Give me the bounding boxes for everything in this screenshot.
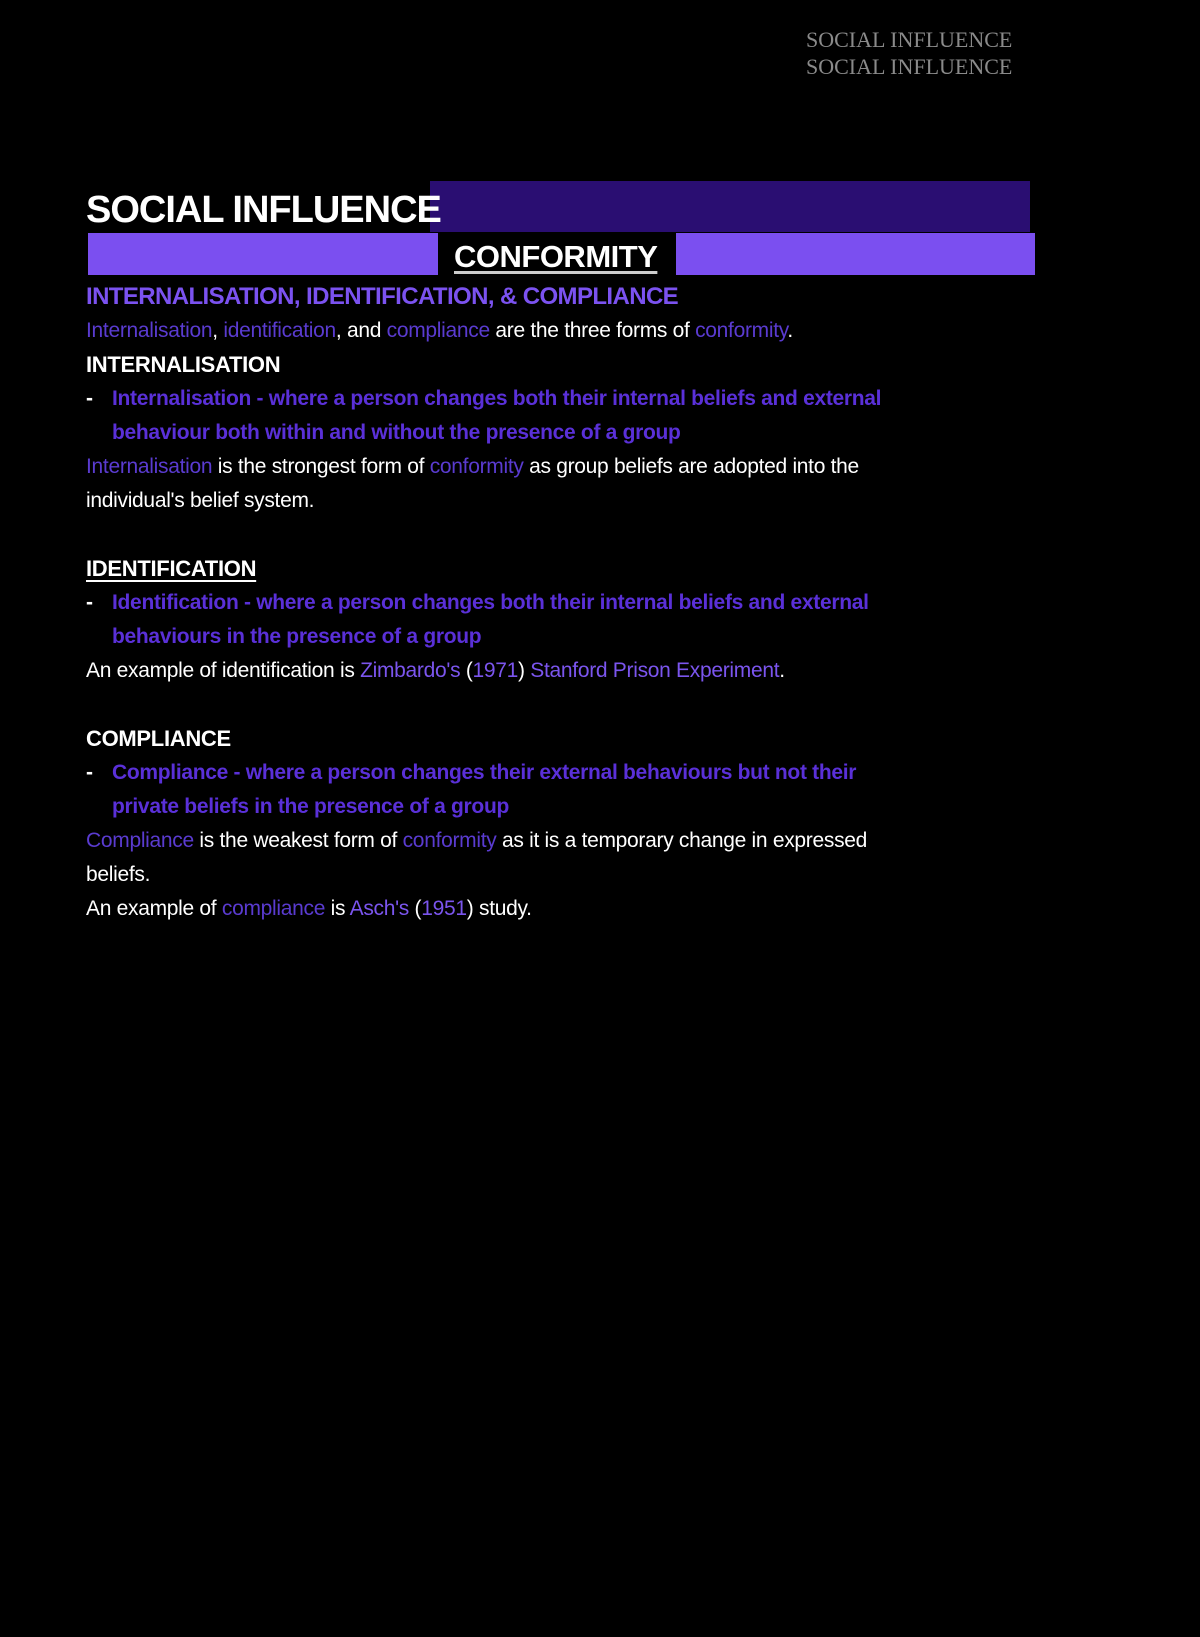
text: is the strongest form of: [212, 455, 430, 478]
running-header: SOCIAL INFLUENCE: [806, 27, 1013, 52]
text: ) study.: [466, 897, 532, 920]
bullet-dash: -: [86, 387, 93, 410]
compliance-paragraph-cont: beliefs.: [86, 863, 151, 886]
text: .: [787, 319, 793, 342]
keyword: Zimbardo's: [360, 659, 461, 682]
text: as group beliefs are adopted into the: [523, 455, 859, 478]
keyword: conformity: [429, 455, 524, 478]
text: (: [460, 659, 473, 682]
keyword: Internalisation: [86, 455, 213, 478]
keyword: conformity: [402, 829, 497, 852]
compliance-example: [86, 892, 1086, 926]
keyword: 1971: [472, 659, 519, 682]
text: ,: [212, 319, 224, 342]
internalisation-heading: INTERNALISATION: [86, 352, 281, 377]
intro-paragraph: [86, 314, 1086, 348]
keyword: compliance: [221, 897, 326, 920]
text: An example of identification is: [86, 659, 361, 682]
text: .: [779, 659, 785, 682]
text: Internalisation - where a person changes both their internal beliefs and external: [112, 387, 882, 410]
text: ): [518, 659, 531, 682]
keyword: conformity: [695, 319, 788, 342]
identification-definition-cont: behaviours in the presence of a group: [112, 625, 482, 648]
identification-definition: [86, 586, 1086, 620]
text: Identification - where a person changes both their internal beliefs and external: [112, 591, 869, 614]
subtitle-bar-right: [676, 233, 1035, 275]
identification-heading: IDENTIFICATION: [86, 556, 257, 581]
compliance-paragraph: [86, 824, 1086, 858]
text: (: [409, 897, 422, 920]
section-heading: INTERNALISATION, IDENTIFICATION, & COMPLIANCE: [86, 283, 679, 310]
compliance-definition-cont: private beliefs in the presence of a group: [112, 795, 510, 818]
title-bar-dark: [430, 181, 1030, 232]
internalisation-definition-cont: behaviour both within and without the presence of a group: [112, 421, 681, 444]
keyword: Stanford Prison Experiment: [530, 659, 780, 682]
text: is: [325, 897, 350, 920]
document-body: [86, 280, 1086, 926]
text: Compliance - where a person changes their external behaviours but not their: [112, 761, 857, 784]
identification-example: [86, 654, 1086, 688]
running-header: SOCIAL INFLUENCE: [806, 54, 1013, 79]
page-subtitle: CONFORMITY: [454, 239, 658, 274]
bullet-dash: -: [86, 591, 93, 614]
bullet-dash: -: [86, 761, 93, 784]
subtitle-bar-left: [88, 233, 438, 275]
text: , and: [335, 319, 387, 342]
compliance-heading: COMPLIANCE: [86, 726, 231, 751]
page-title: SOCIAL INFLUENCE: [86, 189, 441, 231]
compliance-definition: [86, 756, 1086, 790]
internalisation-paragraph: [86, 450, 1086, 484]
text: An example of: [86, 897, 222, 920]
text: are the three forms of: [489, 319, 696, 342]
keyword: identification: [223, 319, 336, 342]
keyword: 1951: [421, 897, 467, 920]
internalisation-paragraph-cont: individual's belief system.: [86, 489, 315, 512]
keyword: Compliance: [86, 829, 194, 852]
internalisation-definition: [86, 382, 1086, 416]
text: is the weakest form of: [193, 829, 403, 852]
text: as it is a temporary change in expressed: [496, 829, 868, 852]
keyword: Asch's: [349, 897, 410, 920]
keyword: compliance: [386, 319, 490, 342]
keyword: Internalisation: [86, 319, 213, 342]
